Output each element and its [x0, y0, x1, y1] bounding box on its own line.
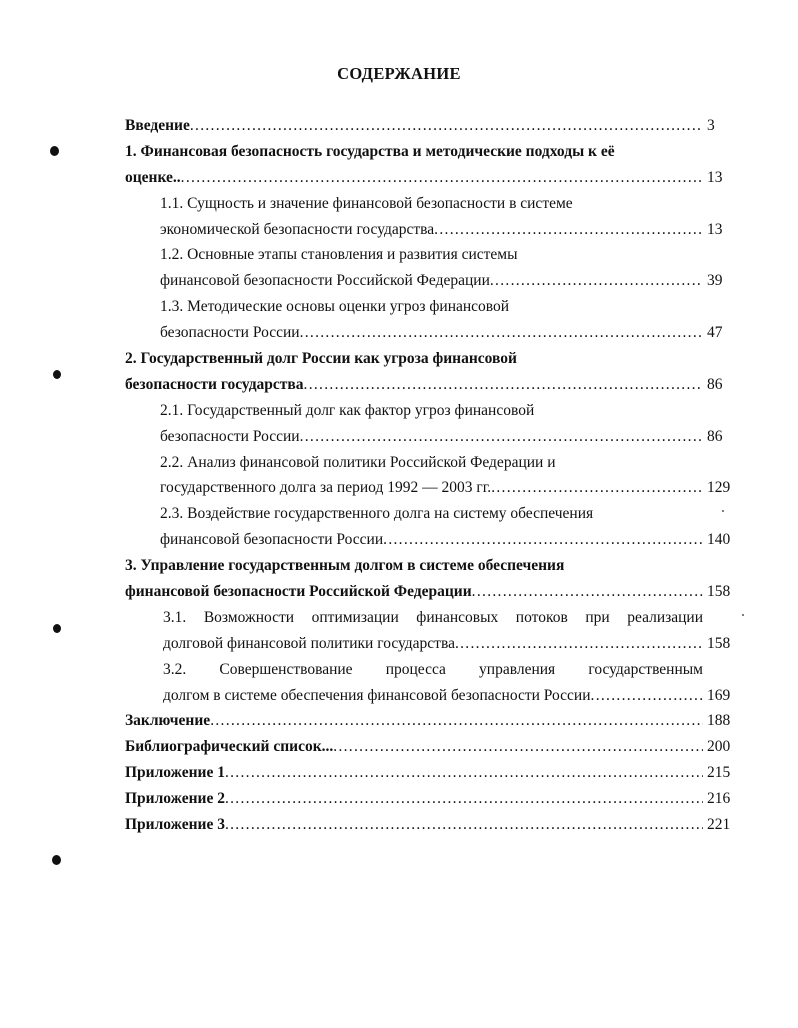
toc-dot-leader: [225, 760, 703, 786]
toc-page-number: 129: [707, 479, 731, 497]
toc-entry-title: финансовой безопасности Российской Федерации: [160, 272, 490, 290]
toc-heading-line: 1. Финансовая безопасность государства и методические подходы к её: [125, 142, 615, 160]
scan-mark: [50, 146, 59, 156]
toc-entry: [125, 760, 745, 786]
toc-entry: [125, 217, 745, 243]
toc-dot-leader: [491, 475, 703, 501]
toc-entry-title: оценке..: [125, 168, 181, 186]
toc-page-number: 47: [707, 324, 723, 342]
toc-entry-title: государственного долга за период 1992 — 2003 гг.: [160, 479, 492, 497]
toc-entry-title: экономической безопасности государства: [160, 220, 435, 238]
scan-speck: [742, 614, 744, 616]
toc-entry-title: Приложение 1: [125, 764, 225, 782]
toc-entry-title: Приложение 3: [125, 816, 225, 834]
toc-dot-leader: [210, 708, 703, 734]
toc-page-number: 200: [707, 738, 731, 756]
toc-page-number: 188: [707, 712, 731, 730]
toc-entry-title: финансовой безопасности России: [160, 531, 384, 549]
toc-page-number: 221: [707, 816, 731, 834]
toc-page-number: 13: [707, 220, 723, 238]
scan-mark: [52, 855, 61, 865]
toc-entry: [125, 812, 745, 838]
toc-entry-title: финансовой безопасности Российской Федерации: [125, 583, 472, 601]
toc-entry: [125, 683, 745, 709]
toc-dot-leader: [225, 786, 703, 812]
toc-entry: [125, 786, 745, 812]
toc-entry-title: безопасности России: [160, 324, 300, 342]
toc-dot-leader: [300, 320, 703, 346]
toc-heading-line: 2. Государственный долг России как угроза финансовой: [125, 350, 517, 368]
toc-heading-line: 1.3. Методические основы оценки угроз финансовой: [160, 298, 510, 316]
toc-entry: [125, 631, 745, 657]
toc-entry-title: Библиографический список...: [125, 738, 334, 756]
toc-dot-leader: [181, 165, 703, 191]
toc-page-number: 140: [707, 531, 731, 549]
toc-entry: [125, 708, 745, 734]
scan-speck: [722, 510, 724, 512]
toc-entry: [125, 165, 745, 191]
toc-page-number: 158: [707, 634, 731, 652]
table-of-contents: [125, 113, 745, 838]
toc-page-number: 86: [707, 375, 723, 393]
toc-dot-leader: [591, 683, 703, 709]
toc-heading-line: 1.1. Сущность и значение финансовой безопасности в системе: [160, 194, 573, 212]
toc-entry-title: Введение: [125, 117, 190, 134]
toc-heading-line: 3. Управление государственным долгом в системе обеспечения: [125, 557, 565, 575]
toc-entry-title: Приложение 2: [125, 790, 225, 808]
toc-entry: [125, 424, 745, 450]
scan-mark: [53, 624, 61, 633]
toc-page-number: 13: [707, 168, 723, 186]
toc-entry: [125, 527, 745, 553]
toc-heading-line: 3.2. Совершенствование процесса управления государственным: [163, 660, 703, 678]
toc-dot-leader: [472, 579, 703, 605]
toc-heading-line: 1.2. Основные этапы становления и развития системы: [160, 246, 518, 264]
toc-dot-leader: [333, 734, 703, 760]
page-title: СОДЕРЖАНИЕ: [337, 64, 461, 83]
toc-page-number: 216: [707, 790, 731, 808]
toc-page-number: 169: [707, 686, 731, 704]
toc-page-number: 3: [707, 117, 715, 134]
toc-heading-line: 2.3. Воздействие государственного долга на систему обеспечения: [160, 505, 594, 523]
toc-dot-leader: [434, 217, 703, 243]
toc-page-number: 215: [707, 764, 731, 782]
toc-page-number: 158: [707, 583, 731, 601]
toc-dot-leader: [455, 631, 703, 657]
toc-heading-line: 3.1. Возможности оптимизации финансовых потоков при реализации: [163, 608, 703, 626]
toc-page-number: 39: [707, 272, 723, 290]
toc-entry: [125, 372, 745, 398]
toc-entry-title: безопасности России: [160, 427, 300, 445]
toc-dot-leader: [225, 812, 703, 838]
toc-entry: [125, 320, 745, 346]
toc-dot-leader: [490, 268, 703, 294]
toc-entry: [125, 734, 745, 760]
scan-mark: [53, 370, 61, 379]
toc-dot-leader: [190, 113, 703, 139]
toc-entry-title: долговой финансовой политики государства: [163, 634, 455, 652]
toc-entry: [125, 579, 745, 605]
toc-entry: [125, 113, 745, 139]
toc-entry-title: долгом в системе обеспечения финансовой безопасности России: [163, 686, 591, 704]
toc-dot-leader: [300, 424, 703, 450]
toc-entry: [125, 475, 745, 501]
toc-dot-leader: [304, 372, 703, 398]
toc-page-number: 86: [707, 427, 723, 445]
toc-entry-title: безопасности государства: [125, 375, 304, 393]
toc-heading-line: 2.1. Государственный долг как фактор угроз финансовой: [160, 401, 535, 419]
toc-heading-line: 2.2. Анализ финансовой политики Российской Федерации и: [160, 453, 556, 471]
toc-dot-leader: [383, 527, 703, 553]
toc-entry: [125, 268, 745, 294]
toc-entry-title: Заключение: [125, 712, 211, 730]
